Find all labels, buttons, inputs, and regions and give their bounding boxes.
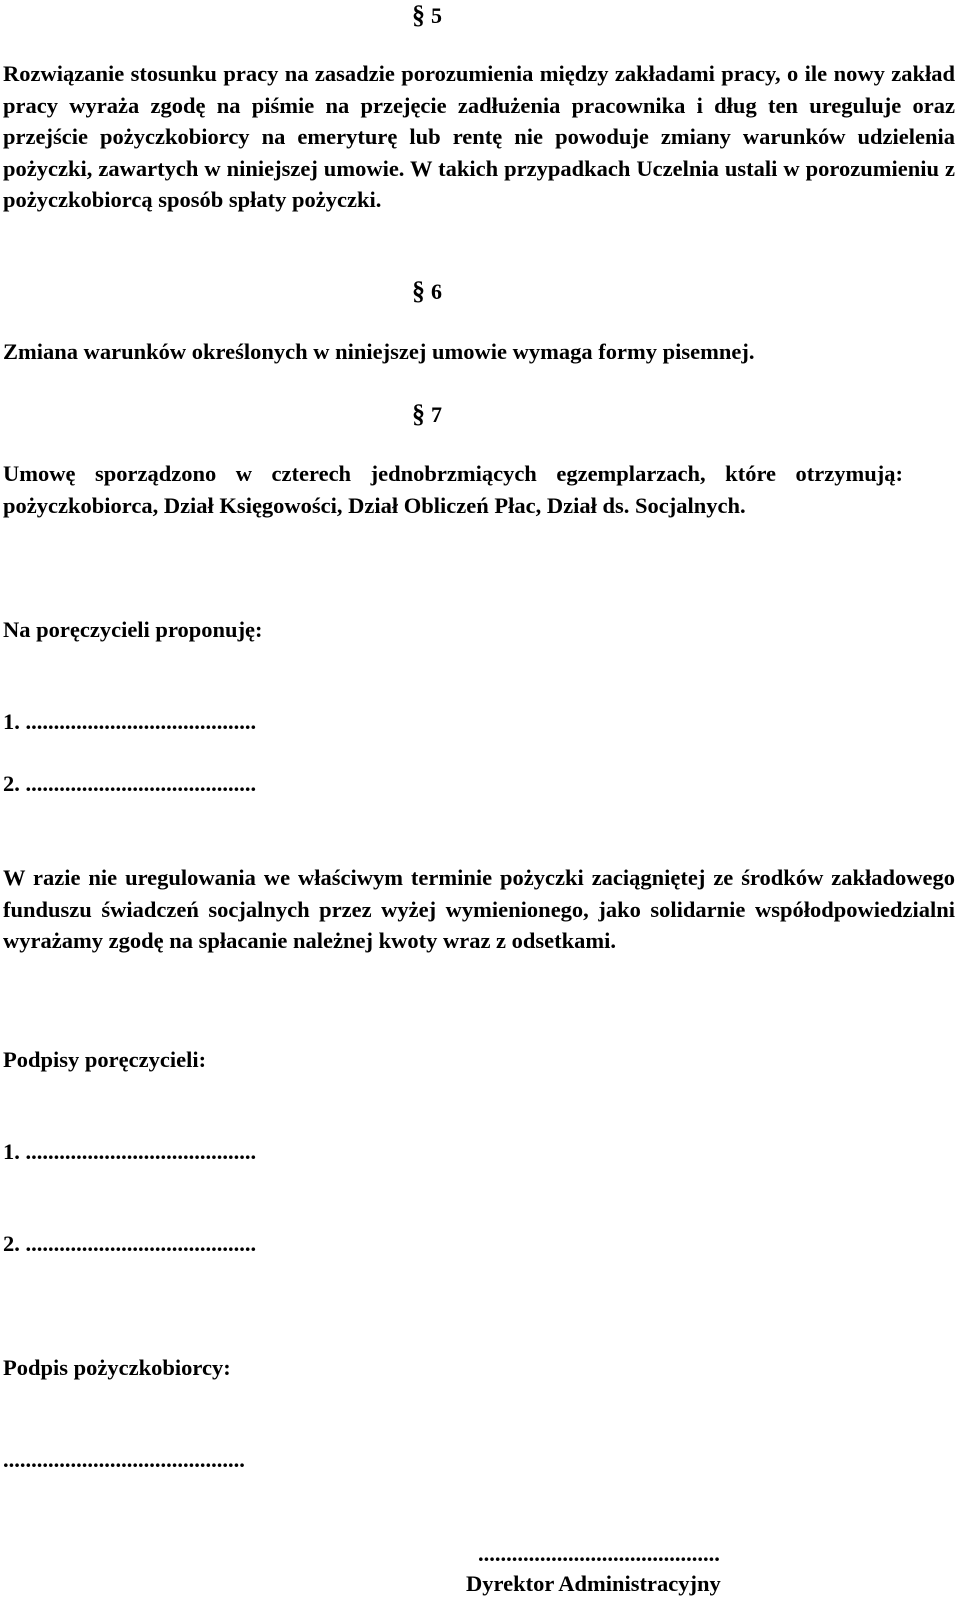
section-symbol: § bbox=[412, 399, 425, 428]
guarantors-signatures-heading: Podpisy poręczycieli: bbox=[3, 1047, 207, 1072]
section-5-heading bbox=[412, 0, 442, 31]
section-number: 5 bbox=[431, 3, 442, 28]
section-6-text: Zmiana warunków określonych w niniejszej umowie wymaga formy pisemnej. bbox=[3, 339, 755, 364]
section-symbol: § bbox=[412, 0, 425, 29]
section-number: 6 bbox=[431, 279, 442, 304]
guarantors-proposal-heading: Na poręczycieli proponuję: bbox=[3, 617, 263, 642]
section-7-text: Umowę sporządzono w czterech jednobrzmiących egzemplarzach, które otrzymują: pożyczkobiorca, Dział Księgowości, Dział Obliczeń Płac, Dział ds. Socjalnych. bbox=[3, 461, 903, 518]
section-number: 7 bbox=[431, 402, 442, 427]
director-signature-line: ........................................... bbox=[478, 1541, 720, 1566]
director-title: Dyrektor Administracyjny bbox=[466, 1571, 721, 1596]
guarantor-proposal-line-2: 2. ......................................... bbox=[3, 771, 257, 796]
guarantor-signature-line-2: 2. ......................................... bbox=[3, 1231, 257, 1256]
borrower-signature-line: ........................................... bbox=[3, 1447, 245, 1472]
guarantor-signature-line-1: 1. ......................................... bbox=[3, 1139, 257, 1164]
declaration-text: W razie nie uregulowania we właściwym terminie pożyczki zaciągniętej ze środków zakładowego funduszu świadczeń socjalnych przez wyżej wymienionego, jako solidarnie współodpowiedzialni wyrażamy zgodę na spłacanie należnej kwoty wraz z odsetkami. bbox=[3, 865, 955, 953]
section-5-text: Rozwiązanie stosunku pracy na zasadzie porozumienia między zakładami pracy, o ile nowy zakład pracy wyraża zgodę na piśmie na przejęcie zadłużenia pracownika i dług ten ureguluje oraz przejście pożyczkobiorcy na emeryturę lub rentę nie powoduje zmiany warunków udzielenia pożyczki, zawartych w niniejszej umowie. W takich przypadkach Uczelnia ustali w porozumieniu z pożyczkobiorcą sposób spłaty pożyczki. bbox=[3, 61, 955, 212]
guarantor-proposal-line-1: 1. ......................................... bbox=[3, 709, 257, 734]
section-6-heading bbox=[412, 276, 442, 307]
section-symbol: § bbox=[412, 276, 425, 305]
borrower-signature-heading: Podpis pożyczkobiorcy: bbox=[3, 1355, 231, 1380]
section-7-heading bbox=[412, 399, 442, 430]
